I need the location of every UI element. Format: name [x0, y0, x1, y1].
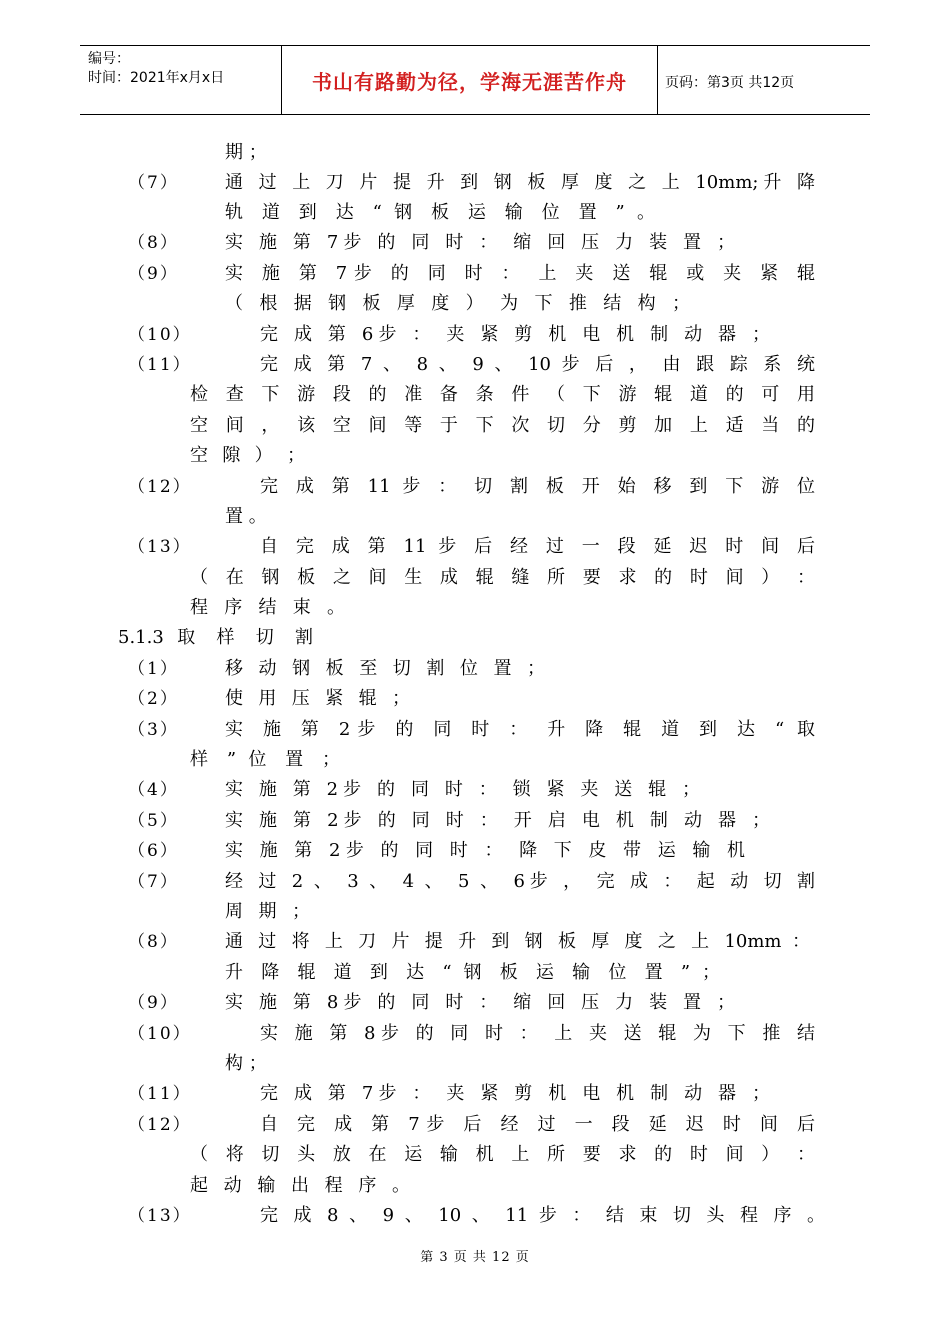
text-line: 起 动 输 出 程 序 。	[190, 1175, 410, 1196]
header-meta	[88, 50, 224, 88]
text-line: （ 在 钢 板 之 间 生 成 辊 缝 所 要 求 的 时 间 ） ：	[190, 567, 815, 588]
text-line: 实 施 第 2步 的 同 时 ： 升 降 辊 道 到 达 “ 取	[225, 719, 815, 740]
text-line: 自 完 成 第 11 步 后 经 过 一 段 延 迟 时 间 后	[260, 536, 815, 557]
text-line: 实 施 第 7步 的 同 时 ： 缩 回 压 力 装 置 ；	[225, 232, 735, 253]
header-page-info: 页码：第3页 共12页	[665, 75, 795, 91]
text-line: 样 ” 位 置 ；	[190, 749, 340, 770]
text-line: 实 施 第 2步 的 同 时 ： 锁 紧 夹 送 辊 ；	[225, 779, 700, 800]
text-line: 移 动 钢 板 至 切 割 位 置 ；	[225, 658, 545, 679]
step-number: （6）	[128, 841, 179, 861]
text-line: 期 ；	[225, 142, 267, 163]
text-line: 程 序 结 束 。	[190, 597, 345, 618]
page-header	[80, 45, 870, 115]
step-number: （13）	[128, 537, 192, 557]
text-line: 轨 道 到 达 “ 钢 板 运 输 位 置 ” 。	[225, 202, 655, 223]
step-number: （12）	[128, 477, 192, 497]
step-number: （10）	[128, 325, 192, 345]
text-line: 升 降 辊 道 到 达 “ 钢 板 运 输 位 置 ” ；	[225, 962, 720, 983]
step-number: （11）	[128, 1084, 192, 1104]
text-line: 自 完 成 第 7步 后 经 过 一 段 延 迟 时 间 后	[260, 1114, 815, 1135]
text-line: 完 成 第 11 步 ： 切 割 板 开 始 移 到 下 游 位	[260, 476, 815, 497]
step-number: （3）	[128, 720, 179, 740]
text-line: （ 根 据 钢 板 厚 度 ） 为 下 推 结 构 ；	[225, 293, 690, 314]
text-line: 实 施 第 8步 的 同 时 ： 上 夹 送 辊 为 下 推 结	[260, 1023, 815, 1044]
text-line: 实 施 第 2步 的 同 时 ： 降 下 皮 带 运 输 机	[225, 840, 745, 861]
text-line: 实 施 第 7步 的 同 时 ： 上 夹 送 辊 或 夹 紧 辊	[225, 263, 815, 284]
step-number: （8）	[128, 233, 179, 253]
step-number: （7）	[128, 173, 179, 193]
date-label: 时间：2021年x月x日	[88, 70, 225, 86]
text-line: 5.1.3 取 样 切 割	[118, 627, 313, 648]
step-number: （10）	[128, 1024, 192, 1044]
text-line: 经 过 2 、 3 、 4 、 5 、 6步 ， 完 成 ： 起 动 切 割	[225, 871, 815, 892]
text-line: 周 期 ；	[225, 901, 310, 922]
text-line: 置 。	[225, 506, 267, 527]
text-line: 构 ；	[225, 1053, 267, 1074]
step-number: （5）	[128, 811, 179, 831]
page-footer: 第 3 页 共 12 页	[420, 1250, 530, 1265]
text-line: 实 施 第 2步 的 同 时 ： 开 启 电 机 制 动 器 ；	[225, 810, 770, 831]
step-number: （12）	[128, 1115, 192, 1135]
text-line: 使 用 压 紧 辊 ；	[225, 688, 410, 709]
step-number: （9）	[128, 264, 179, 284]
step-number: （1）	[128, 659, 179, 679]
step-number: （2）	[128, 689, 179, 709]
step-number: （13）	[128, 1206, 192, 1226]
step-number: （8）	[128, 932, 179, 952]
text-line: 空 隙 ） ；	[190, 445, 305, 466]
text-line: 通 过 上 刀 片 提 升 到 钢 板 厚 度 之 上 10mm;升 降	[225, 172, 815, 193]
text-line: （ 将 切 头 放 在 运 输 机 上 所 要 求 的 时 间 ） ：	[190, 1144, 815, 1165]
header-divider	[657, 46, 658, 114]
text-line: 完 成 第 6步 ： 夹 紧 剪 机 电 机 制 动 器 ；	[260, 324, 770, 345]
text-line: 检 查 下 游 段 的 准 备 条 件 （ 下 游 辊 道 的 可 用	[190, 384, 815, 405]
text-line: 空 间 ， 该 空 间 等 于 下 次 切 分 剪 加 上 适 当 的	[190, 415, 815, 436]
text-line: 完 成 第 7步 ： 夹 紧 剪 机 电 机 制 动 器 ；	[260, 1083, 770, 1104]
text-line: 通 过 将 上 刀 片 提 升 到 钢 板 厚 度 之 上 10mm ：	[225, 931, 810, 952]
step-number: （9）	[128, 993, 179, 1013]
step-number: （4）	[128, 780, 179, 800]
header-motto: 书山有路勤为径，学海无涯苦作舟	[312, 70, 627, 94]
code-label: 编号：	[88, 51, 130, 67]
step-number: （11）	[128, 355, 192, 375]
text-line: 完 成 8 、 9 、 10 、 11 步 ： 结 束 切 头 程 序 。	[260, 1205, 825, 1226]
text-line: 实 施 第 8步 的 同 时 ： 缩 回 压 力 装 置 ；	[225, 992, 735, 1013]
step-number: （7）	[128, 872, 179, 892]
text-line: 完 成 第 7 、 8 、 9 、 10 步 后 ， 由 跟 踪 系 统	[260, 354, 815, 375]
